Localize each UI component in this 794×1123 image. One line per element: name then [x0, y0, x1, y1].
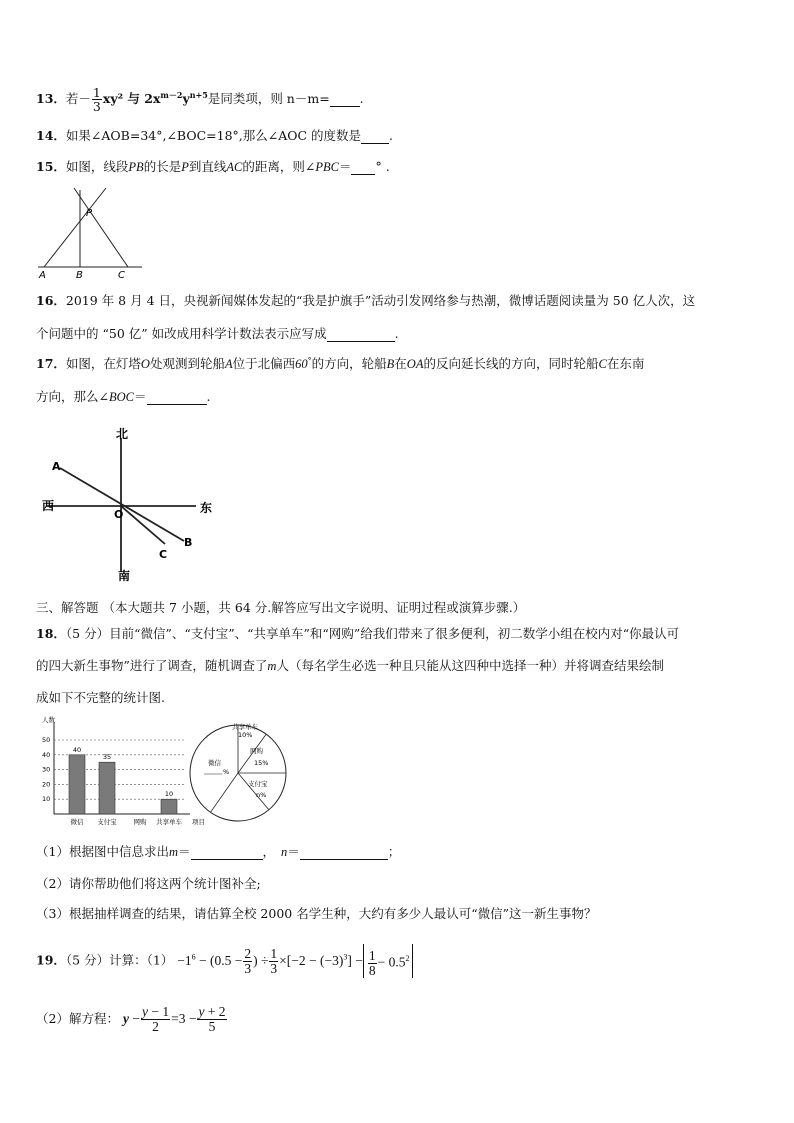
y-tick-label: 10: [42, 795, 51, 804]
expression-19-1: $-1^6 - (0.5$ − $\frac{2}{3}$ ) ÷ $\frac{1}{3}$ $\times[-2 - (-3)^3]$ − $\frac{1}{8}$ − $0.5^2$: [177, 953, 413, 968]
pie-label-online: 网购: [250, 747, 263, 755]
y-axis-label: 人数: [42, 716, 55, 724]
data-label: 40: [72, 745, 82, 754]
answer-blank: [147, 389, 207, 405]
pie-value-online: 15%: [254, 759, 269, 767]
y-tick-label: 20: [42, 780, 51, 789]
answer-blank: [330, 91, 360, 107]
label-b: B: [184, 536, 193, 549]
question-16-line1: 16．2019 年 8 月 4 日，央视新闻媒体发起的“我是护旗手”活动引发网络参与热潮，微博话题阅读量为 50 亿人次，这: [36, 293, 696, 308]
label-a: A: [52, 460, 61, 473]
pie-label-bike: 共享单车: [232, 723, 258, 731]
pie-value-alipay: n%: [256, 791, 267, 799]
bar-0: [69, 755, 85, 814]
answer-blank: [361, 128, 389, 144]
question-19-part2: （2）解方程： y − $\frac{y - 1}{2}$ =3 − $\frac{y + 2}{5}$: [36, 1004, 226, 1035]
question-13: 13．若－ $\frac{1}{3}$ xy² 与 $2x^{m-2}y^{n+5}$是同类项，则 n－m= .: [36, 85, 364, 115]
question-18-part3: （3）根据抽样调查的结果，请估算全校 2000 名学生种，大约有多少人最认可“微信”这一新生事物？: [36, 906, 597, 921]
question-19-part1: 19．（5 分）计算：$(1) -1^6 - (0.5$ − $\frac{2}{3}$ ) ÷ $\frac{1}{3}$ $\times[-2 - (-3)^3]$ − $\frac{1}{8}$ − $0.5^2$: [36, 942, 413, 978]
line-a-b: [60, 468, 184, 541]
question-18-part1: （1）根据图中信息求出m＝ ， n＝ ；: [36, 844, 401, 859]
question-16-line2: 个问题中的 “50 亿” 如改成用科学计数法表示应写成 .: [36, 326, 399, 341]
section-3-heading: 三、解答题 （本大题共 7 小题，共 64 分.解答应写出文字说明、证明过程或演算步骤.）: [36, 600, 526, 615]
pie-label-wechat: 微信: [208, 759, 221, 767]
y-tick-label: 30: [42, 765, 51, 774]
question-14: 14．如果∠AOB=34°,∠BOC=18°,那么∠AOC 的度数是 .: [36, 128, 394, 143]
label-north: 北: [116, 427, 129, 441]
pie-value-wechat: %: [223, 768, 230, 776]
label-p: P: [86, 208, 93, 219]
label-east: 东: [200, 501, 213, 515]
line-cp: [74, 188, 128, 267]
question-18-line2: 的四大新生事物”进行了调查，随机调查了m人（每名学生必选一种且只能从这四种中选择一种）并将调查结果绘制: [36, 658, 664, 673]
label-west: 西: [42, 499, 55, 513]
question-18-line1: 18．（5 分）目前“微信”、“支付宝”、“共享单车”和“网购”给我们带来了很多便利，初二数学小组在校内对“你最认可: [36, 626, 680, 641]
data-label: 35: [102, 753, 112, 762]
figure-17-compass: [38, 424, 222, 582]
question-17-line1: 17．如图，在灯塔O处观测到轮船A位于北偏西60°的方向，轮船B在OA的反向延长线的方向，同时轮船C在东南: [36, 355, 645, 371]
fraction-one-third: $\frac{1}{3}$: [92, 85, 101, 115]
bar-1: [99, 762, 115, 814]
equation-19-2: y − $\frac{y - 1}{2}$ =3 − $\frac{y + 2}{5}$: [122, 1004, 226, 1035]
pie-chart: [186, 722, 290, 824]
label-south: 南: [118, 569, 131, 582]
label-c: C: [118, 270, 125, 281]
question-18-part2: （2）请你帮助他们将这两个统计图补全;: [36, 876, 261, 891]
question-18-line3: 成如下不完整的统计图.: [36, 690, 165, 705]
pie-label-alipay: 支付宝: [248, 780, 268, 788]
bar-3: [161, 799, 177, 814]
question-15: 15．如图，线段PB的长是P到直线AC的距离，则∠PBC＝ ° .: [36, 159, 390, 174]
label-o: O: [114, 508, 124, 521]
pie-value-bike: 10%: [238, 731, 253, 739]
data-label: 10: [164, 790, 174, 799]
y-tick-label: 50: [42, 736, 51, 744]
answer-blank: [327, 326, 395, 342]
label-c: C: [159, 548, 168, 561]
category-label: 微信: [70, 818, 84, 826]
answer-blank-m: [191, 844, 263, 860]
y-tick-label: 40: [42, 750, 51, 759]
answer-blank-n: [300, 844, 388, 860]
category-label: 支付宝: [97, 818, 117, 826]
category-label: 共享单车: [156, 818, 182, 826]
category-label: 网购: [133, 818, 147, 826]
label-a: A: [39, 270, 46, 281]
question-17-line2: 方向，那么∠BOC＝ .: [36, 389, 211, 404]
line-ap: [44, 188, 106, 267]
label-b: B: [76, 270, 83, 281]
figure-15-diagram: [34, 182, 146, 282]
answer-blank: [351, 159, 375, 175]
x-axis-label: 项目: [192, 818, 205, 826]
